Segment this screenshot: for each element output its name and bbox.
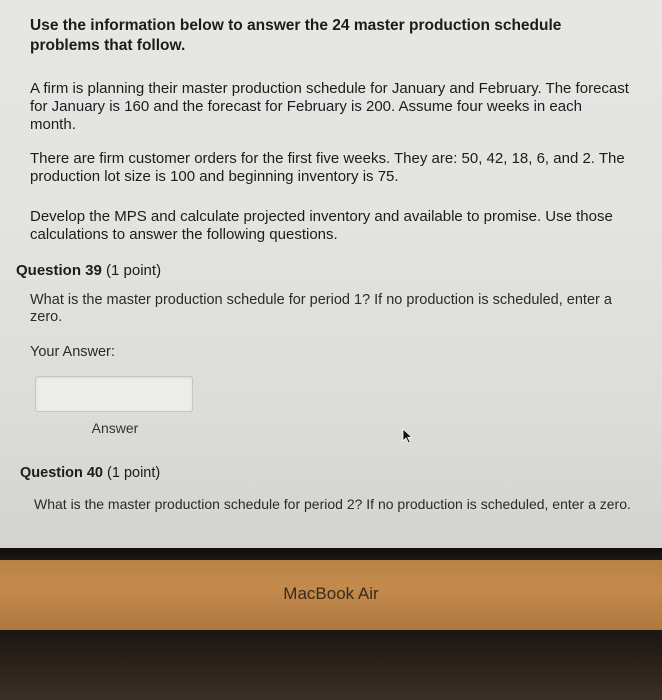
intro-paragraph-instructions: Develop the MPS and calculate projected inventory and available to promise. Use those calculations to answer the following questions. [30, 208, 613, 243]
answer-input[interactable] [35, 376, 193, 412]
question-39-text: What is the master production schedule for period 1? If no production is scheduled, enter a zero. [30, 292, 612, 325]
question-40-text: What is the master production schedule for period 2? If no production is scheduled, enter a zero. [34, 496, 631, 512]
laptop-base [0, 630, 662, 700]
mouse-cursor-icon [402, 428, 414, 444]
intro-paragraph-forecast: A firm is planning their master production schedule for January and February. The forecast for January is 160 and the forecast for February is 200. Assume four weeks in each month. [30, 80, 629, 133]
question-39-points: (1 point) [106, 262, 162, 279]
question-40-points: (1 point) [107, 465, 161, 481]
intro-title: Use the information below to answer the 24 master production schedule problems that follow. [30, 17, 562, 54]
device-brand-label: MacBook Air [283, 584, 379, 603]
question-39-label: Question 39 [16, 262, 102, 279]
answer-button[interactable]: Answer [86, 418, 144, 438]
intro-paragraph-orders: There are firm customer orders for the first five weeks. They are: 50, 42, 18, 6, and 2. The production lot size is 100 and beginning inventory is 75. [30, 150, 625, 185]
question-40-header [20, 464, 160, 482]
question-39-header [16, 262, 161, 280]
question-40-label: Question 40 [20, 465, 103, 481]
your-answer-label: Your Answer: [30, 344, 115, 360]
